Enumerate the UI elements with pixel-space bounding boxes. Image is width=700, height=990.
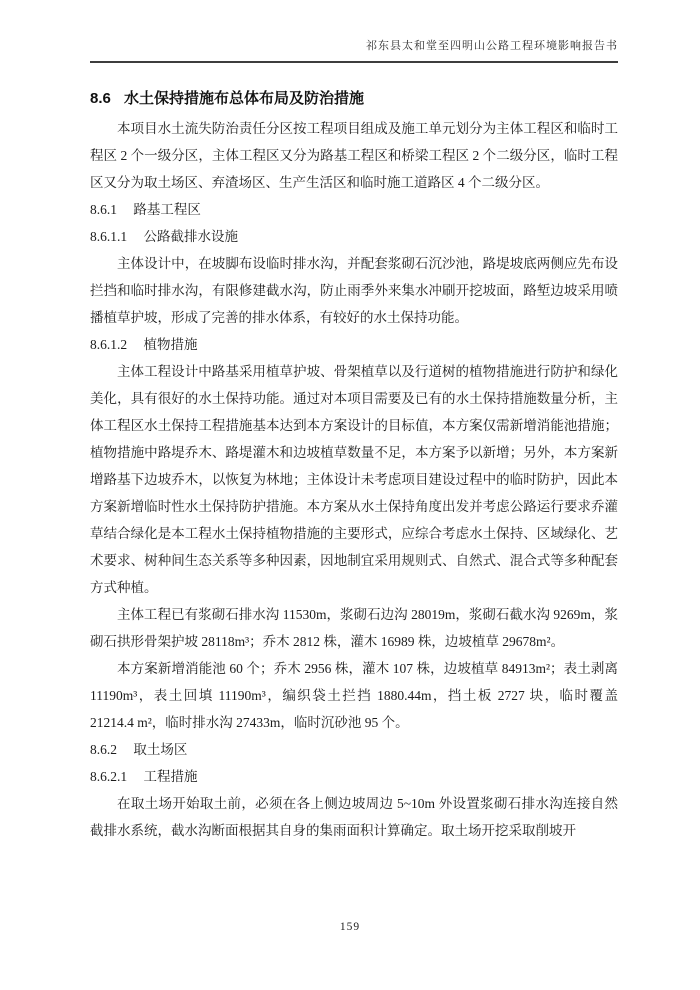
subsection-title: 植物措施: [143, 337, 198, 352]
paragraph-intro: 本项目水土流失防治责任分区按工程项目组成及施工单元划分为主体工程区和临时工程区 2 个一级分区，主体工程区又分为路基工程区和桥梁工程区 2 个二级分区，临时工程区又分为取土场区、弃渣场区、生产生活区和临时施工道路区 4 个二级分区。: [90, 121, 618, 190]
page-number: 159: [339, 921, 361, 933]
paragraph-plant-measures: 主体工程设计中路基采用植草护坡、骨架植草以及行道树的植物措施进行防护和绿化美化，具有很好的水土保持功能。通过对本项目需要及已有的水土保持措施数量分析，主体工程区水土保持工程措施基本达到本方案设计的目标值，本方案仅需新增消能池措施；植物措施中路堤乔木、路堤灌木和边坡植草数量不足，本方案予以新增；另外，本方案新增路基下边坡乔木，以恢复为林地；主体设计未考虑项目建设过程中的临时防护，因此本方案新增临时性水土保持防护措施。本方案从水土保持角度出发并考虑公路运行要求乔灌草结合绿化是本工程水土保持植物措施的主要形式，应综合考虑水土保持、区域绿化、艺术要求、树种间生态关系等多种因素，因地制宜采用规则式、自然式、混合式等多种配套方式种植。: [90, 364, 618, 595]
section-heading-8-6: [90, 82, 618, 115]
subsection-number: 8.6.1: [90, 202, 117, 217]
paragraph-added-quantities: 本方案新增消能池 60 个；乔木 2956 株，灌木 107 株，边坡植草 84913m²；表土剥离 11190m³，表土回填 11190m³，编织袋土拦挡 1880.44m，挡土板 2727 块，临时覆盖 21214.4 m²，临时排水沟 27433m，临时沉砂池 95 个。: [90, 661, 618, 730]
section-title: 水土保持措施布总体布局及防治措施: [124, 90, 365, 107]
subsection-title: 公路截排水设施: [143, 229, 238, 244]
report-title: 祁东县太和堂至四明山公路工程环境影响报告书: [366, 40, 618, 52]
subsection-number: 8.6.1.1: [90, 229, 128, 244]
subsection-heading-8-6-2-1: [90, 763, 618, 790]
section-number: 8.6: [90, 90, 111, 107]
subsection-number: 8.6.2.1: [90, 769, 128, 784]
paragraph-drainage: 主体设计中，在坡脚布设临时排水沟，并配套浆砌石沉沙池，路堤坡底两侧应先布设拦挡和临时排水沟，有限修建截水沟，防止雨季外来集水冲刷开挖坡面，路堑边坡采用喷播植草护坡，形成了完善的排水体系，有较好的水土保持功能。: [90, 256, 618, 325]
subsection-heading-8-6-1-1: [90, 223, 618, 250]
subsection-heading-8-6-2: [90, 736, 618, 763]
subsection-heading-8-6-1: [90, 196, 618, 223]
subsection-number: 8.6.1.2: [90, 337, 128, 352]
subsection-heading-8-6-1-2: [90, 331, 618, 358]
subsection-title: 路基工程区: [133, 202, 201, 217]
page-body: [90, 82, 618, 844]
subsection-number: 8.6.2: [90, 742, 117, 757]
subsection-title: 取土场区: [133, 742, 188, 757]
paragraph-existing-quantities: 主体工程已有浆砌石排水沟 11530m，浆砌石边沟 28019m，浆砌石截水沟 9269m，浆砌石拱形骨架护坡 28118m³；乔木 2812 株，灌木 16989 株，边坡植草 29678m²。: [90, 607, 618, 649]
page-header: [90, 38, 618, 63]
page-footer: [0, 921, 700, 933]
paragraph-borrow-area: 在取土场开始取土前，必须在各上侧边坡周边 5~10m 外设置浆砌石排水沟连接自然截排水系统，截水沟断面根据其自身的集雨面积计算确定。取土场开挖采取削坡开: [90, 796, 618, 838]
subsection-title: 工程措施: [143, 769, 198, 784]
